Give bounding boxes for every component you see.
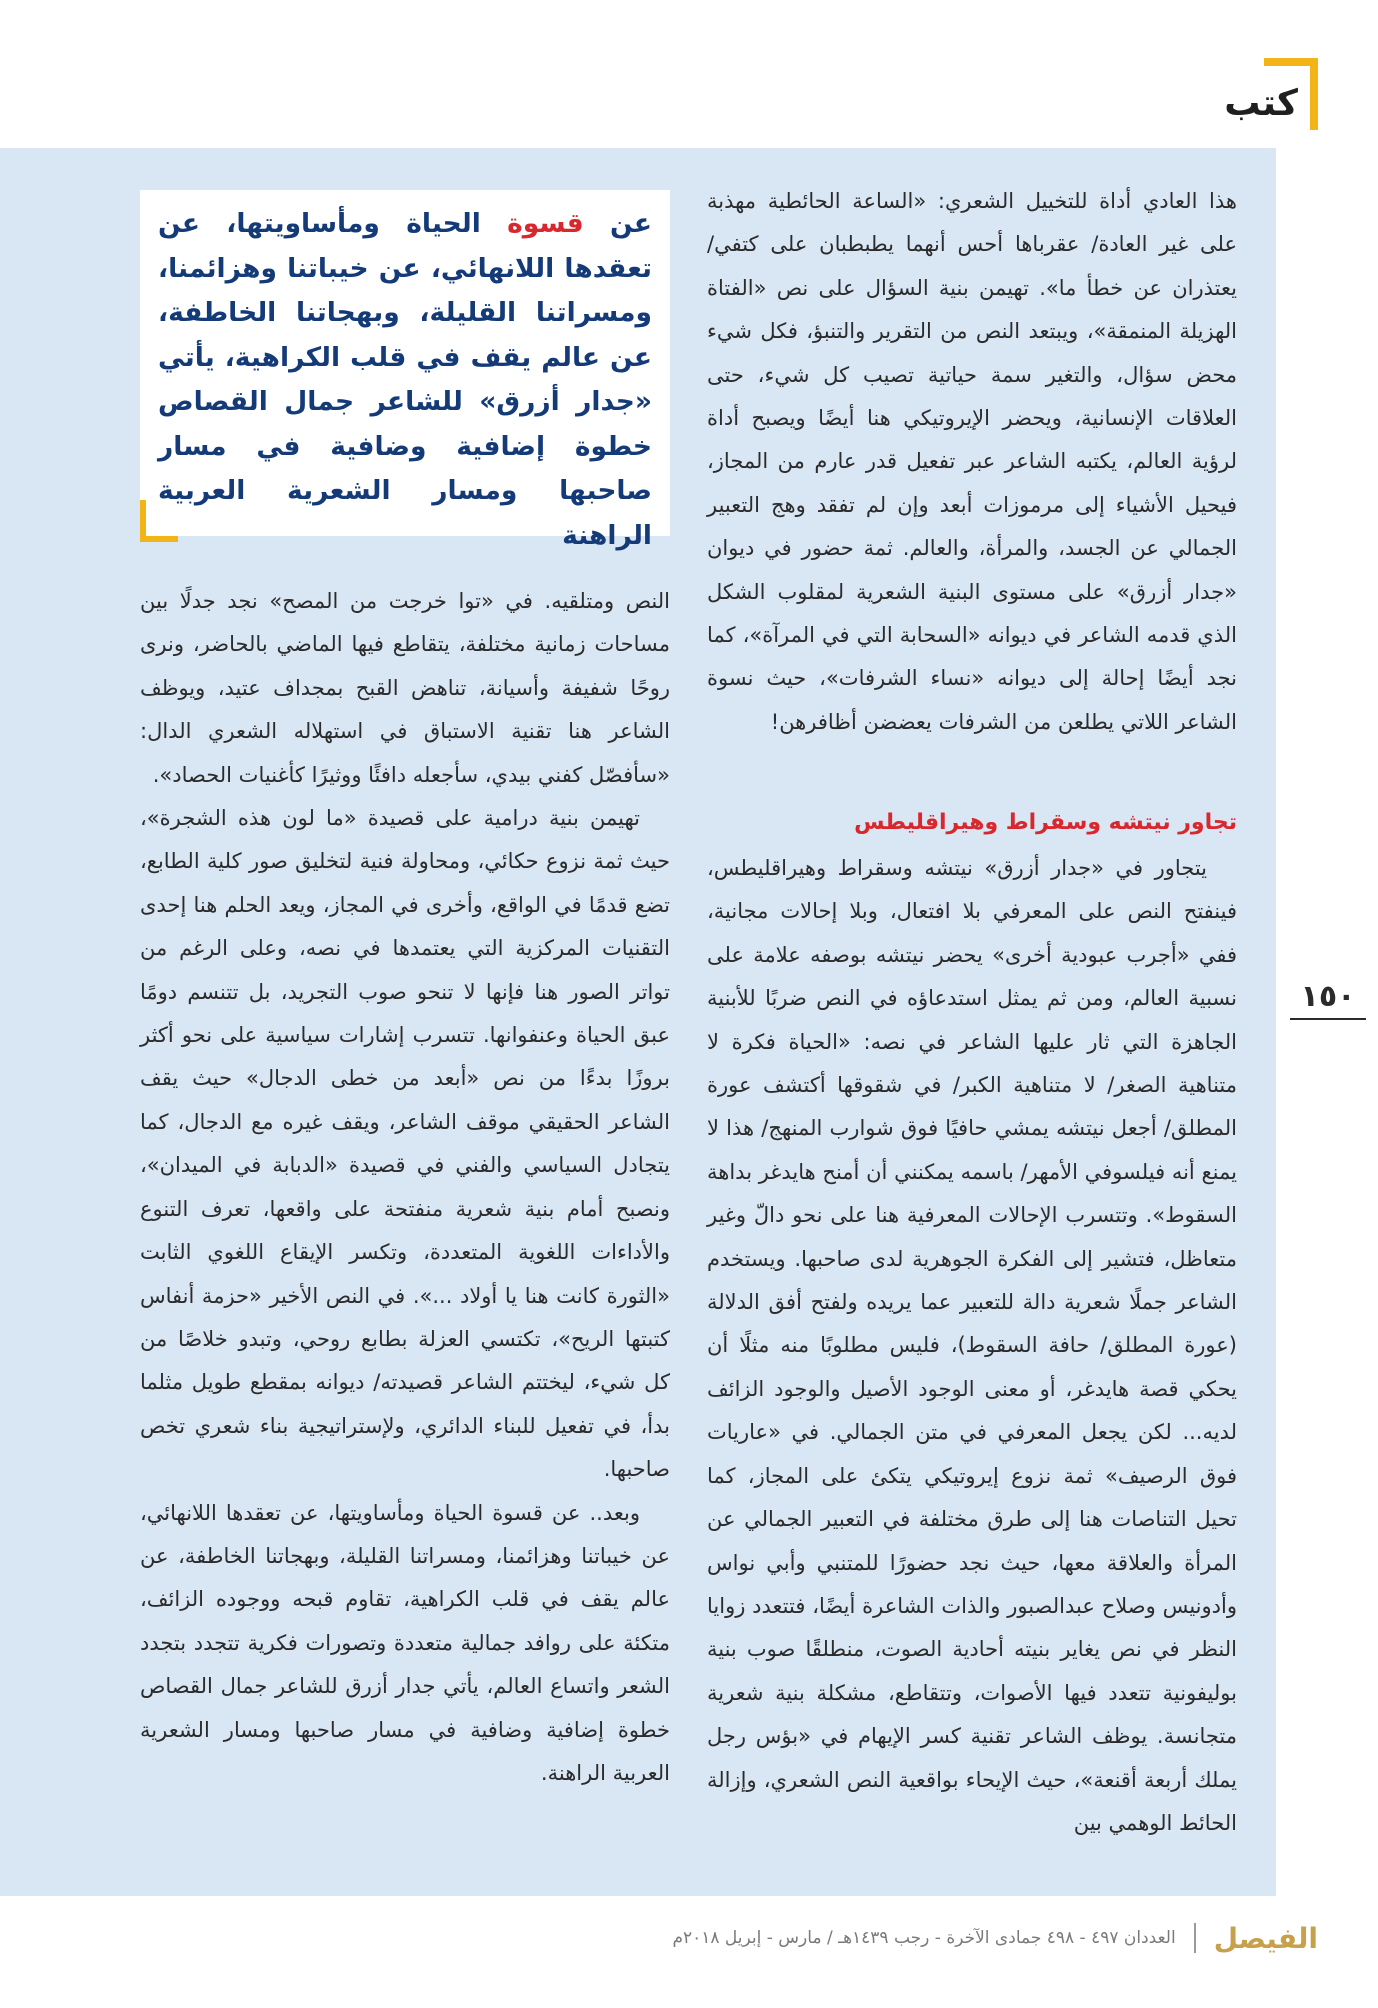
pull-quote-text: الحياة ومأساويتها، عن تعقدها اللانهائي، عن خيباتنا وهزائمنا، ومسراتنا القليلة، وبهجاتنا الخاطفة، عن عالم يقف في قلب الكراهية، يأتي «جدار أزرق» للشاعر جمال القصاص خطوة إضافية وضافية في مسار صاحبها ومسار الشعرية العربية الراهنة bbox=[158, 208, 652, 551]
paragraph: هذا العادي أداة للتخييل الشعري: «الساعة الحائطية مهذبة على غير العادة/ عقرباها أحس أنهما يطبطبان على كتفي/ يعتذران عن خطأ ما». تهيمن بنية السؤال على نص «الفتاة الهزيلة المنمقة»، ويبتعد النص من التقرير والتنبؤ، فكل شيء محض سؤال، والتغير سمة حياتية تصيب كل شيء، حتى العلاقات الإنسانية، ويحضر الإيروتيكي هنا أيضًا ويصبح أداة لرؤية العالم، يكتبه الشاعر عبر تفعيل قدر عارم من المجاز، فيحيل الأشياء إلى مرموزات أبعد وإن لم تفقد وهج التعبير الجمالي عن الجسد، والمرأة، والعالم. ثمة حضور في ديوان «جدار أزرق» على مستوى البنية الشعرية لمقلوب الشكل الذي قدمه الشاعر في ديوانه «السحابة التي في المرآة»، كما نجد أيضًا إحالة إلى ديوانه «نساء الشرفات»، حيث نسوة الشاعر اللاتي يطلعن من الشرفات يعضضن أظافرهن! bbox=[707, 189, 1237, 734]
paragraph: النص ومتلقيه. في «توا خرجت من المصح» نجد جدلًا بين مساحات زمانية مختلفة، يتقاطع فيها الماضي بالحاضر، ونرى روحًا شفيفة وأسيانة، تناهض القبح بمجداف عتيد، ويوظف الشاعر هنا تقنية الاستباق في استهلاله الشعري الدال: «سأفصّل كفني بيدي، سأجعله دافئًا ووثيرًا كأغنيات الحصاد». bbox=[140, 589, 670, 787]
pull-quote-accent: قسوة bbox=[507, 208, 584, 239]
paragraph: تهيمن بنية درامية على قصيدة «ما لون هذه الشجرة»، حيث ثمة نزوع حكائي، ومحاولة فنية لتخليق صور كلية الطابع، تضع قدمًا في الواقع، وأخرى في المجاز، ويعد الحلم هنا إحدى التقنيات المركزية التي يعتمدها في نصه، وعلى الرغم من تواتر الصور هنا فإنها لا تنحو صوب التجريد، بل تتنسم دومًا عبق الحياة وعنفوانها. تتسرب إشارات سياسية على نحو أكثر بروزًا بدءًا من نص «أبعد من خطى الدجال» حيث يقف الشاعر الحقيقي موقف الشاعر، ويقف غيره مع الدجال، كما يتجادل السياسي والفني في قصيدة «الدبابة في الميدان»، ونصبح أمام بنية شعرية منفتحة على واقعها، تعرف التنوع والأداءات اللغوية المتعددة، وتكسر الإيقاع اللغوي الثابت «الثورة كانت هنا يا أولاد ...». في النص الأخير «حزمة أنفاس كتبتها الريح»، تكتسي العزلة بطابع روحي، وتبدو خلاصًا من كل شيء، ليختتم الشاعر قصيدته/ ديوانه بمقطع طويل مثلما بدأ، في تفعيل للبناء الدائري، ولإستراتيجية بناء شعري تخص صاحبها. bbox=[140, 806, 670, 1482]
section-subheading: تجاور نيتشه وسقراط وهيراقليطس bbox=[854, 810, 1237, 835]
issue-info: العددان ٤٩٧ - ٤٩٨ جمادى الآخرة - رجب ١٤٣٩هـ / مارس - إبريل ٢٠١٨م bbox=[672, 1928, 1176, 1948]
right-column-top bbox=[707, 180, 1237, 744]
footer-divider bbox=[1194, 1923, 1196, 1953]
paragraph: وبعد.. عن قسوة الحياة ومأساويتها، عن تعقدها اللانهائي، عن خيباتنا وهزائمنا، ومسراتنا القليلة، وبهجاتنا الخاطفة، عن عالم يقف في قلب الكراهية، تقاوم قبحه ووجوده الزائف، متكئة على روافد جمالية متعددة وتصورات فكرية تتجدد بتجدد الشعر واتساع العالم، يأتي جدار أزرق للشاعر جمال القصاص خطوة إضافية وضافية في مسار صاحبها ومسار الشعرية العربية الراهنة. bbox=[140, 1500, 670, 1785]
right-column-bottom bbox=[707, 847, 1237, 1845]
footer bbox=[672, 1918, 1318, 1958]
pull-quote-start: عن bbox=[583, 208, 652, 239]
quote-corner-decoration bbox=[140, 500, 178, 542]
paragraph: يتجاور في «جدار أزرق» نيتشه وسقراط وهيراقليطس، فينفتح النص على المعرفي بلا افتعال، وبلا إحالات مجانية، ففي «أجرب عبودية أخرى» يحضر نيتشه بوصفه علامة على نسبية العالم، ومن ثم يمثل استدعاؤه في النص ضربًا للأبنية الجاهزة التي ثار عليها الشاعر في نصه: «الحياة فكرة لا متناهية الصغر/ لا متناهية الكبر/ في شقوقها أكتشف عورة المطلق/ أجعل نيتشه يمشي حافيًا فوق شوارب المنهج/ هذا لا يمنع أنه فيلسوفي الأمهر/ باسمه يمكنني أن أمنح هايدغر بداهة السقوط». وتتسرب الإحالات المعرفية هنا على نحو دالّ وغير متعاظل، فتشير إلى الفكرة الجوهرية لدى صاحبها. ويستخدم الشاعر جملًا شعرية دالة للتعبير عما يريده ولفتح أفق الدلالة (عورة المطلق/ حافة السقوط)، فليس مطلوبًا منه مثلًا أن يحكي قصة هايدغر، أو معنى الوجود الأصيل والوجود الزائف لديه... لكن يجعل المعرفي في متن الجمالي. في «عاريات فوق الرصيف» ثمة نزوع إيروتيكي يتكئ على المجاز، كما تحيل التناصات هنا إلى طرق مختلفة في التعبير الجمالي عن المرأة والعلاقة معها، حيث نجد حضورًا للمتنبي وأبي نواس وأدونيس وصلاح عبدالصبور والذات الشاعرة أيضًا، فتتعدد زوايا النظر في نص يغاير بنيته أحادية الصوت، منطلقًا صوب بنية بوليفونية تتعدد فيها الأصوات، وتتقاطع، مشكلة بنية شعرية متجانسة. يوظف الشاعر تقنية كسر الإيهام في «بؤس رجل يملك أربعة أقنعة»، حيث الإيحاء بواقعية النص الشعري، وإزالة الحائط الوهمي بين bbox=[707, 856, 1237, 1835]
left-column bbox=[140, 580, 670, 1795]
section-title: كتب bbox=[1224, 83, 1298, 124]
pull-quote bbox=[140, 190, 670, 551]
page-number: ١٥٠ bbox=[1290, 978, 1366, 1020]
corner-bracket-decoration bbox=[1264, 58, 1318, 130]
magazine-logo: الفيصل bbox=[1213, 1921, 1318, 1955]
